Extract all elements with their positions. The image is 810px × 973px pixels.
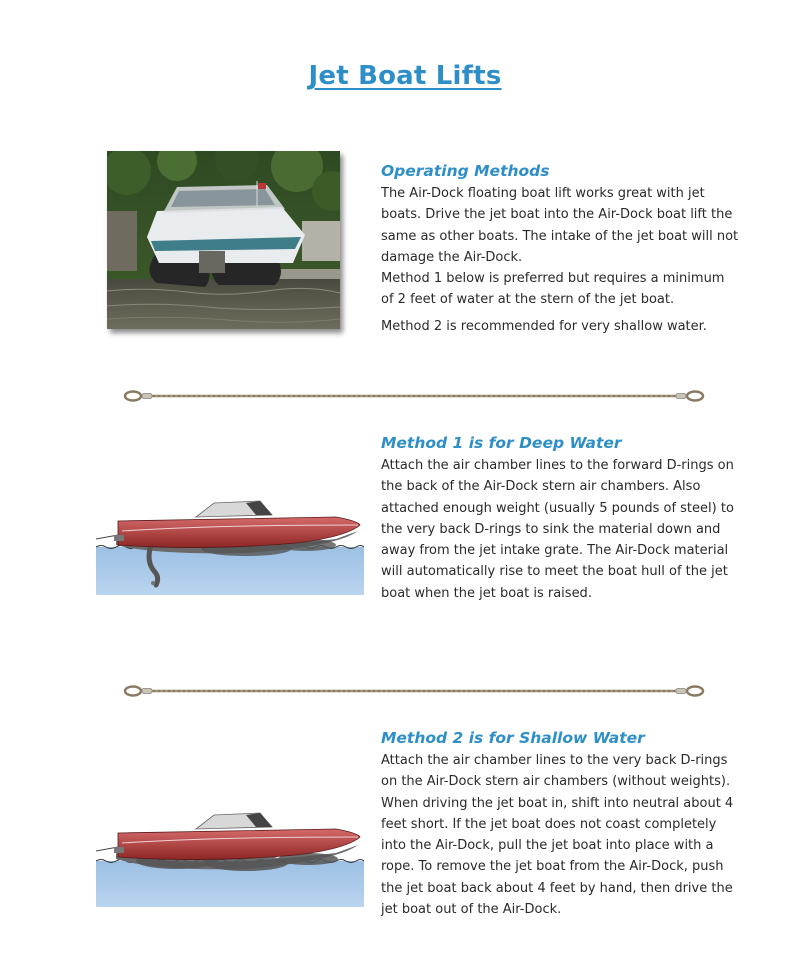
method-1-section — [381, 433, 741, 604]
rope-divider — [122, 386, 706, 406]
operating-methods-heading: Operating Methods — [381, 162, 550, 180]
method-2-recommendation-paragraph: Method 2 is recommended for very shallow water. — [381, 318, 707, 334]
method-1-preference-paragraph: Method 1 below is preferred but requires a minimum of 2 feet of water at the stern of the jet boat. — [381, 271, 725, 308]
boat-on-air-dock-photo — [107, 151, 340, 329]
operating-methods-paragraph: The Air-Dock floating boat lift works great with jet boats. Drive the jet boat into the Air-Dock boat lift the same as other boats. The intake of the jet boat will not damage the Air-Dock. — [381, 186, 739, 265]
method-1-deep-water-diagram — [96, 495, 364, 595]
method-1-heading: Method 1 is for Deep Water — [381, 434, 622, 452]
operating-methods-section — [381, 161, 741, 337]
method-2-shallow-water-diagram — [96, 805, 364, 905]
method-2-section — [381, 728, 741, 920]
rope-divider — [122, 681, 706, 701]
page-title: Jet Boat Lifts — [308, 61, 502, 92]
method-2-paragraph: Attach the air chamber lines to the very back D-rings on the Air-Dock stern air chambers (without weights). When driving the jet boat in, shift into neutral about 4 feet short. If the jet boat does not coast completely into the Air-Dock, pull the jet boat into place with a rope. To remove the jet boat from the Air-Dock, push the jet boat back about 4 feet by hand, then drive the jet boat out of the Air-Dock. — [381, 753, 734, 918]
method-1-paragraph: Attach the air chamber lines to the forward D-rings on the back of the Air-Dock stern air chambers. Also attached enough weight (usually 5 pounds of steel) to the very back D-rings to sink the material down and away from the jet intake grate. The Air-Dock material will automatically rise to meet the boat hull of the jet boat when the jet boat is raised. — [381, 458, 734, 601]
method-2-heading: Method 2 is for Shallow Water — [381, 729, 645, 747]
